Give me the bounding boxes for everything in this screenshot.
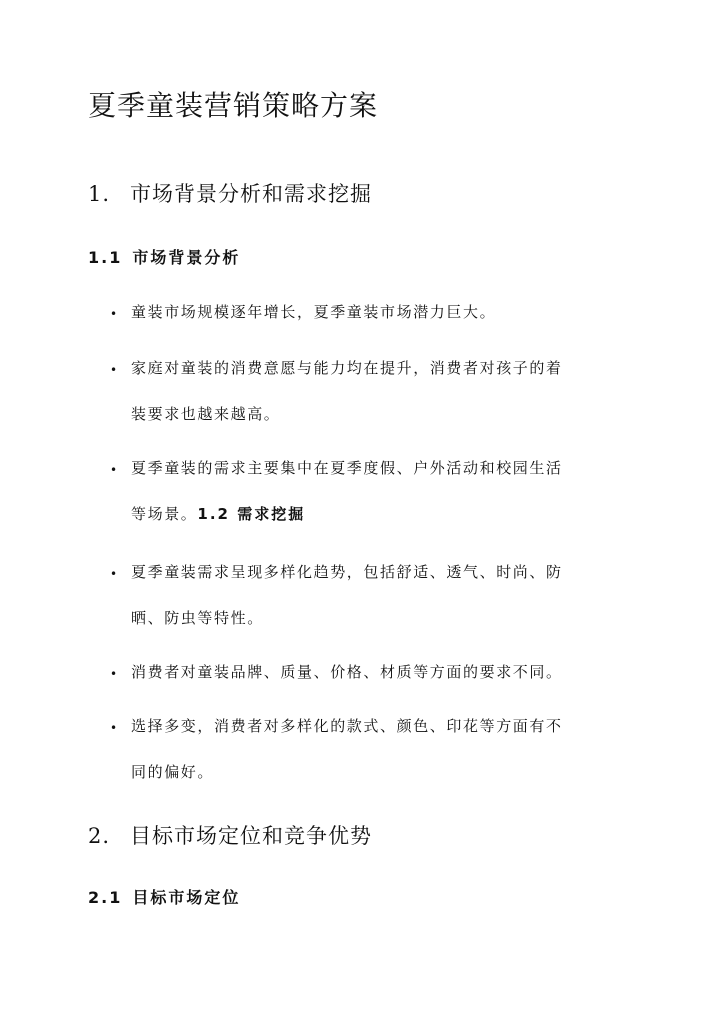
subsection-title: 市场背景分析 (132, 248, 241, 267)
bullet-dot: • (110, 667, 118, 681)
subsection-heading-1-1 (88, 245, 240, 268)
document-title: 夏季童装营销策略方案 (88, 89, 379, 122)
section-heading-2 (88, 820, 372, 850)
list-item-text: 童装市场规模逐年增长，夏季童装市场潜力巨大。 (131, 303, 497, 321)
bullet-dot: • (110, 463, 118, 477)
list-item-text: 夏季童装需求呈现多样化趋势，包括舒适、透气、时尚、防 (131, 563, 563, 581)
section-number: 1. (88, 182, 111, 206)
bullet-dot: • (110, 721, 118, 735)
list-item-text-tail: 等场景。 (131, 505, 198, 523)
subsection-number: 2.1 (88, 888, 123, 907)
list-item-text: 选择多变，消费者对多样化的款式、颜色、印花等方面有不 (131, 717, 563, 735)
section-title: 目标市场定位和竞争优势 (130, 824, 372, 848)
section-heading-1 (88, 178, 372, 208)
bullet-dot: • (110, 307, 118, 321)
list-item-text: 家庭对童装的消费意愿与能力均在提升，消费者对孩子的着 (131, 359, 563, 377)
section-title: 市场背景分析和需求挖掘 (130, 182, 372, 206)
subsection-heading-1-2: 1.2 需求挖掘 (197, 505, 306, 523)
list-item-text-continued (131, 504, 305, 524)
section-number: 2. (88, 824, 111, 848)
bullet-dot: • (110, 363, 118, 377)
subsection-heading-2-1 (88, 885, 240, 908)
list-item-text-continued: 同的偏好。 (131, 763, 215, 781)
bullet-dot: • (110, 567, 118, 581)
list-item-text: 消费者对童装品牌、质量、价格、材质等方面的要求不同。 (131, 663, 563, 681)
subsection-number: 1.1 (88, 248, 123, 267)
list-item-text-continued: 装要求也越来越高。 (131, 405, 281, 423)
list-item-text-continued: 晒、防虫等特性。 (131, 609, 264, 627)
list-item-text: 夏季童装的需求主要集中在夏季度假、户外活动和校园生活 (131, 459, 563, 477)
subsection-title: 目标市场定位 (132, 888, 241, 907)
